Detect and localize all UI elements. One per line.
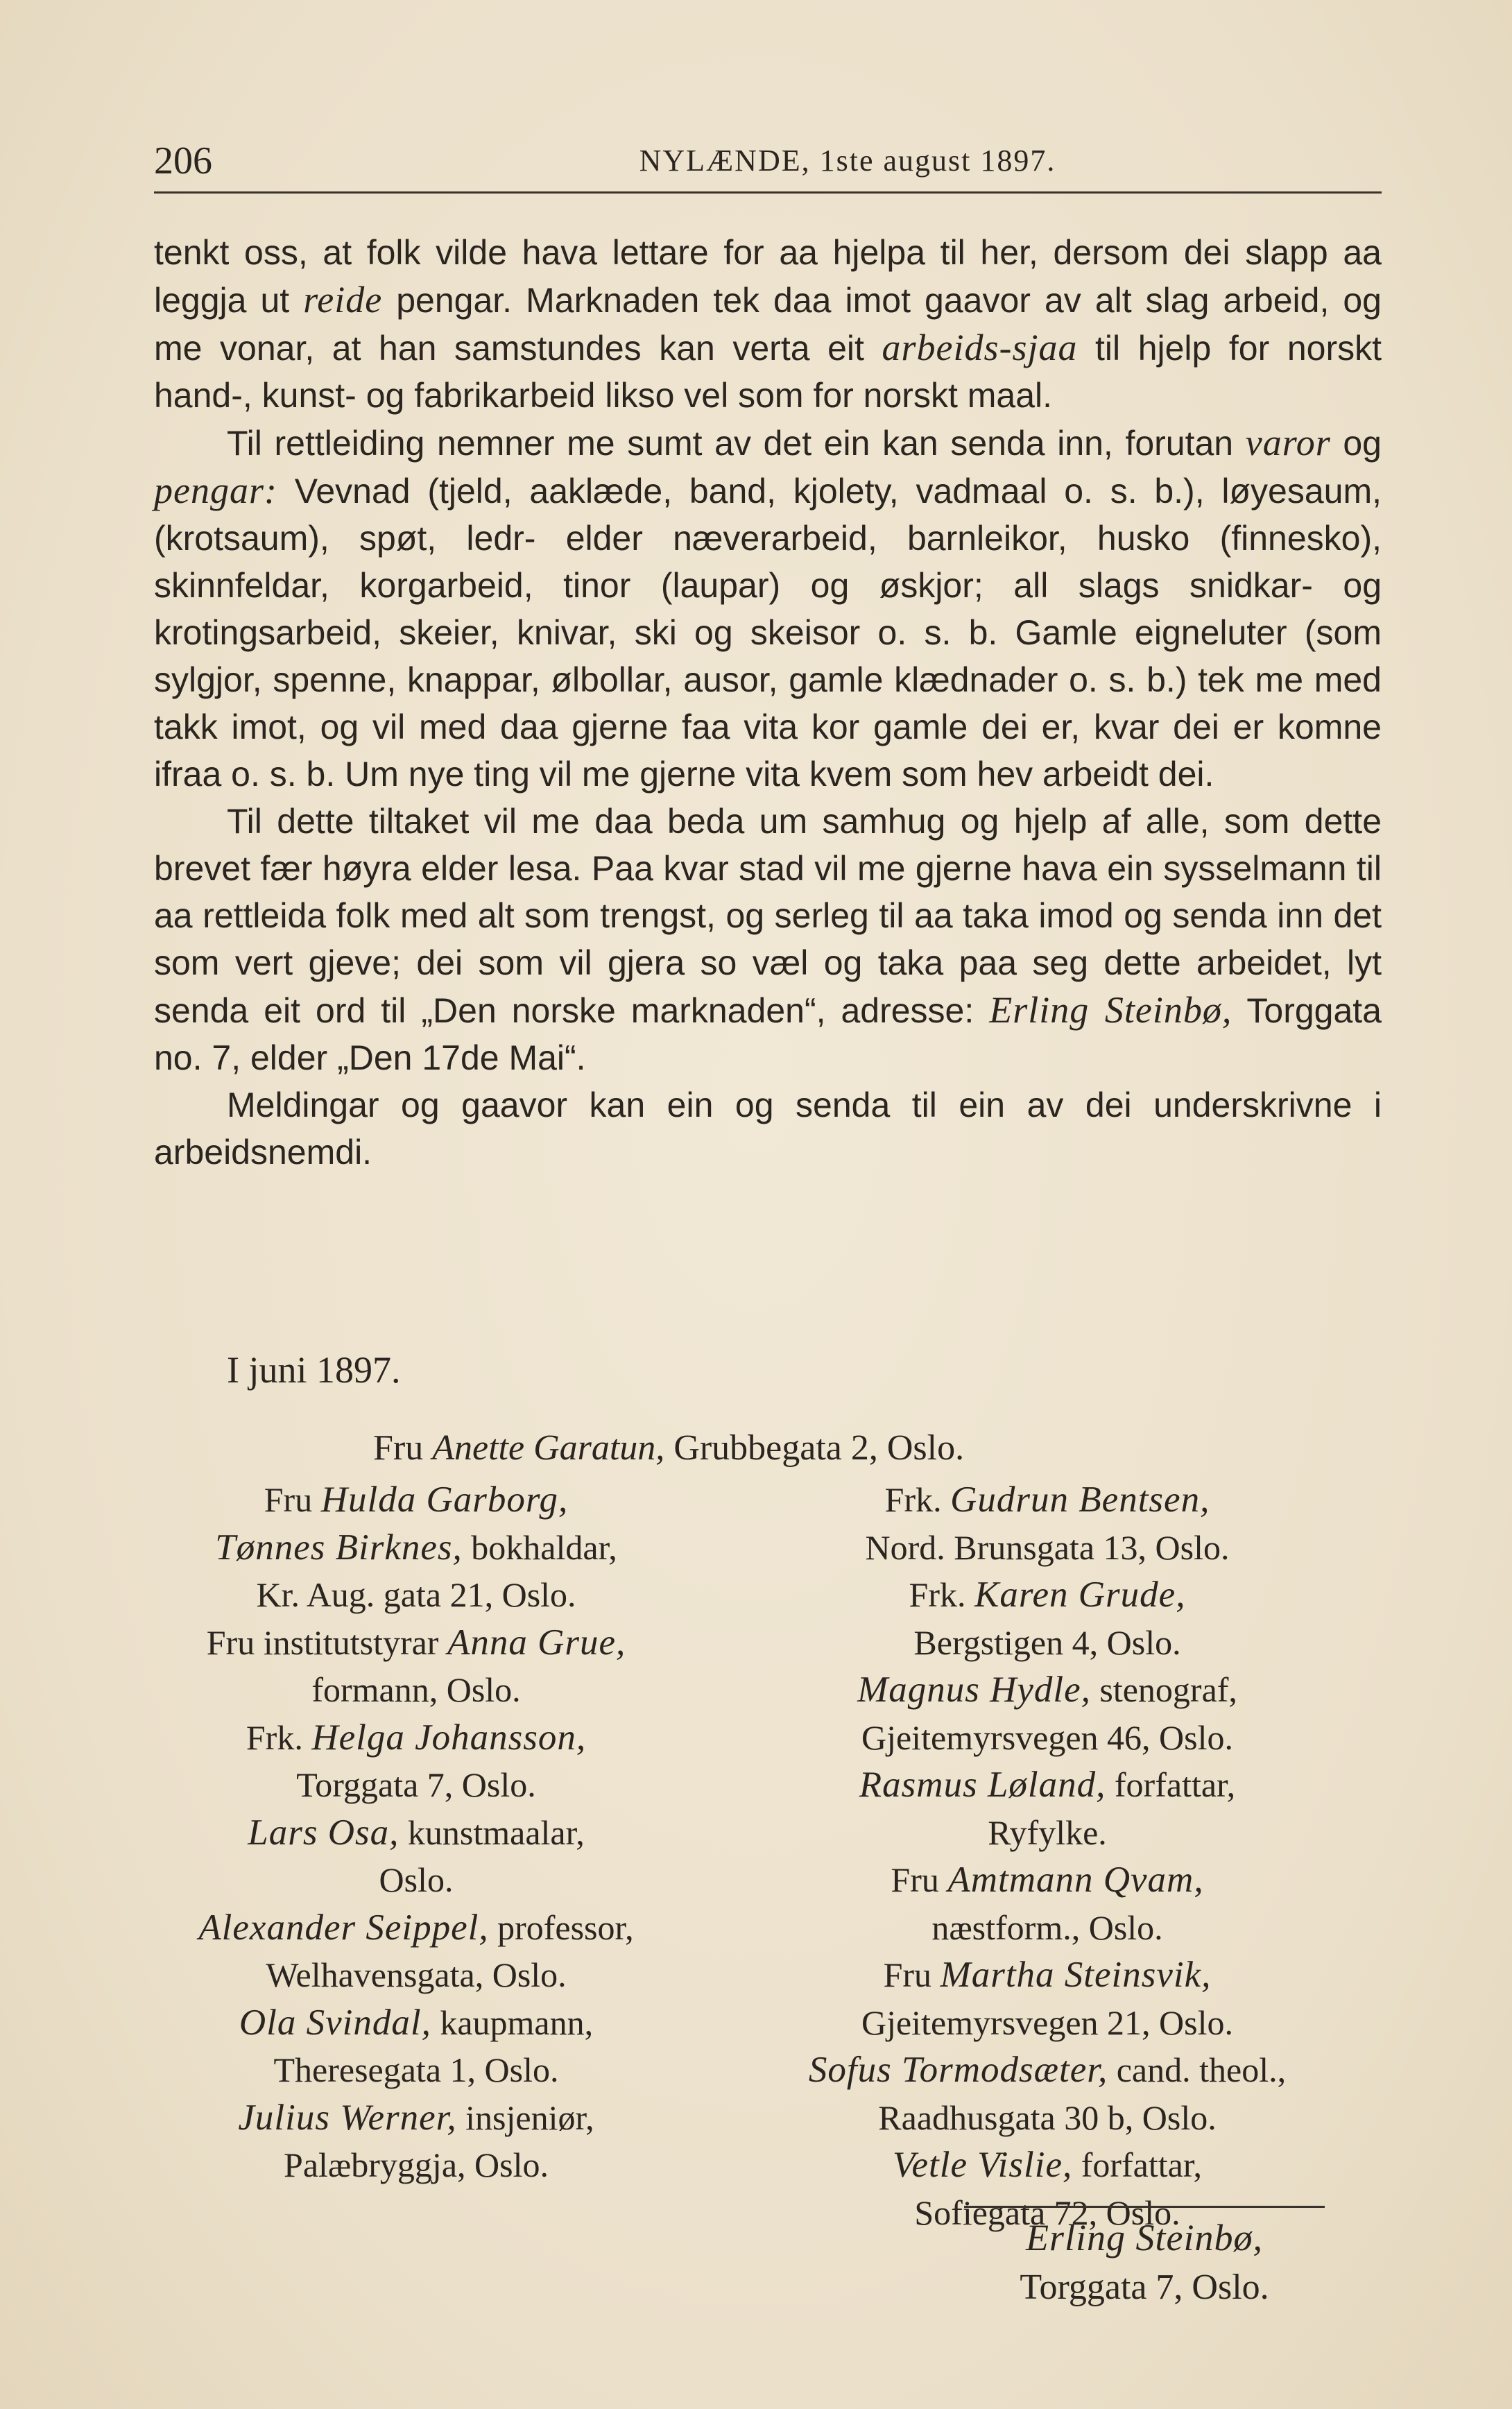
- signatory-title: Fru: [891, 1860, 948, 1899]
- text-run: og: [1330, 424, 1382, 463]
- signatory-entry: [118, 1904, 714, 1999]
- signatory-occupation: cand. theol.,: [1108, 2050, 1287, 2089]
- body-text: [154, 229, 1382, 1176]
- italic-run: arbeids-sjaa: [882, 327, 1078, 368]
- signatory-occupation: kunstmaalar,: [399, 1812, 585, 1852]
- signatory-name-line: [749, 1666, 1346, 1714]
- signatory-name: Rasmus Løland,: [859, 1765, 1106, 1805]
- signatory-address: formann, Oslo.: [311, 1670, 521, 1709]
- text-run: Vevnad (tjeld, aaklæde, band, kjolety, vadmaal o. s. b.), løyesaum, (krotsaum), spøt, ledr- elder næverarbeid, barnleikor, husko (finnesko), skinnfeldar, korgarbeid, tinor (laupar) og øskjor; all slags snidkar- og krotingsarbeid, skeier, knivar, ski og skeisor o. s. b. Gamle eigneluter (som sylgjor, spenne, knappar, ølbollar, ausor, gamle klædnader o. s. b.) tek me med takk imot, og vil med daa gjerne faa vita kor gamle dei er, kvar dei er komne ifraa o. s. b. Um nye ting vil me gjerne vita kvem som hev arbeidt dei.: [154, 472, 1382, 794]
- paragraph-4: [154, 1081, 1382, 1176]
- signatory-address: Gjeitemyrsvegen 46, Oslo.: [861, 1717, 1233, 1757]
- first-signatory-prefix: Fru: [373, 1428, 433, 1468]
- signatory-name-line: [749, 1761, 1346, 1809]
- date-line: I juni 1897.: [227, 1349, 401, 1391]
- italic-run: Erling Steinbø,: [989, 989, 1232, 1031]
- signatory-name: Hulda Garborg,: [320, 1480, 569, 1520]
- signatory-address: Oslo.: [379, 1860, 454, 1899]
- signatory-entry: [118, 1619, 714, 1714]
- paragraph-3: [154, 798, 1382, 1081]
- italic-run: varor: [1245, 422, 1331, 463]
- signatory-address: Ryfylke.: [988, 1812, 1107, 1852]
- signatory-name: Tønnes Birknes,: [215, 1527, 463, 1568]
- signatory-occupation: professor,: [488, 1908, 634, 1947]
- signatory-occupation: forfattar,: [1072, 2145, 1203, 2184]
- signatory-name-line: [118, 1524, 714, 1572]
- signatory-entry: [118, 1714, 714, 1809]
- signatory-address: Raadhusgata 30 b, Oslo.: [878, 2098, 1217, 2137]
- signatory-entry: [749, 1951, 1346, 2046]
- signatory-entry: [749, 1476, 1346, 1571]
- signatory-name-line: [749, 1571, 1346, 1619]
- signatory-address: Bergstigen 4, Oslo.: [913, 1622, 1181, 1662]
- signatory-entry: [749, 1571, 1346, 1666]
- signatory-occupation: insjeniør,: [456, 2098, 594, 2137]
- first-signatory-name: Anette Garatun,: [432, 1428, 665, 1468]
- signatory-address: Kr. Aug. gata 21, Oslo.: [256, 1575, 576, 1614]
- signatory-name-line: [749, 2046, 1346, 2094]
- text-run: tenkt oss, at folk vilde hava lettare for aa hjelpa til her, dersom dei slapp aa leggja ut: [154, 233, 1382, 320]
- signatory-name: Julius Werner,: [238, 2097, 457, 2138]
- page-header: [154, 139, 1382, 194]
- first-signatory-address: Grubbegata 2, Oslo.: [664, 1428, 965, 1468]
- signatory-name: Magnus Hydle,: [857, 1670, 1091, 1710]
- signatory-name: Alexander Seippel,: [198, 1907, 489, 1948]
- signatory-name-line: [749, 1951, 1346, 1999]
- signatory-entry: [118, 1476, 714, 1524]
- text-run: Torggata no. 7, elder „Den 17de Mai“.: [154, 991, 1382, 1077]
- signatory-name-line: [118, 1476, 714, 1524]
- signatory-entry: [118, 2094, 714, 2189]
- signatory-address: Nord. Brunsgata 13, Oslo.: [865, 1527, 1230, 1567]
- closing-address: Torggata 7, Oslo.: [1020, 2267, 1269, 2307]
- signatory-title: Fru: [883, 1955, 940, 1994]
- signatory-title: Fru institutstyrar: [206, 1622, 447, 1662]
- signatory-name: Helga Johansson,: [311, 1717, 587, 1758]
- text-run: Meldingar og gaavor kan ein og senda til ein av dei underskrivne i arbeidsnemdi.: [154, 1086, 1382, 1172]
- signatory-occupation: kaupmann,: [431, 2003, 594, 2042]
- text-run: til hjelp for norskt hand-, kunst- og fabrikarbeid likso vel som for norskt maal.: [154, 329, 1382, 415]
- signatory-address: Palæbryggja, Oslo.: [284, 2145, 549, 2184]
- signatory-occupation: stenograf,: [1090, 1670, 1237, 1709]
- signatory-address: Gjeitemyrsvegen 21, Oslo.: [861, 2003, 1233, 2042]
- closing-name: Erling Steinbø,: [1026, 2217, 1263, 2258]
- text-run: Til dette tiltaket vil me daa beda um samhug og hjelp af alle, som dette brevet fær høyra elder lesa. Paa kvar stad vil me gjerne hava ein sysselmann til aa rettleida folk med alt som trengst, og serleg til aa taka imod og senda inn det som vert gjeve; dei som vil gjera so væl og taka paa seg dette arbeidet, lyt senda eit ord til „Den norske marknaden“, adresse:: [154, 802, 1382, 1030]
- signatory-occupation: bokhaldar,: [462, 1527, 617, 1567]
- signatory-name: Martha Steinsvik,: [940, 1955, 1212, 1995]
- signatory-name-line: [749, 1476, 1346, 1524]
- signatory-name: Sofus Tormodsæter,: [808, 2050, 1108, 2090]
- signatory-entry: [118, 1809, 714, 1904]
- header-rule: [154, 191, 1382, 194]
- signatory-title: Frk.: [246, 1717, 312, 1757]
- signatory-name: Gudrun Bentsen,: [950, 1480, 1210, 1520]
- signatory-entry: [749, 1666, 1346, 1761]
- running-title: NYLÆNDE, 1ste august 1897.: [639, 144, 1056, 178]
- text-run: Til rettleiding nemner me sumt av det ein kan senda inn, forutan: [227, 424, 1246, 463]
- paragraph-1: [154, 229, 1382, 419]
- signatories-left-column: [118, 1476, 714, 2189]
- first-signatory: [373, 1428, 1205, 1468]
- page-number: 206: [154, 139, 212, 182]
- signatory-name: Amtmann Qvam,: [947, 1860, 1204, 1900]
- signatory-entry: [118, 1999, 714, 2094]
- signatory-name-line: [118, 1904, 714, 1952]
- italic-run: pengar:: [154, 470, 277, 511]
- signatory-address: næstform., Oslo.: [931, 1908, 1163, 1947]
- signatory-address: Welhavensgata, Oslo.: [266, 1955, 567, 1994]
- signatory-name-line: [118, 1809, 714, 1857]
- signatory-name-line: [118, 1619, 714, 1667]
- signatory-title: Frk.: [884, 1480, 951, 1519]
- signatory-address: Sofiegata 72, Oslo.: [914, 2193, 1180, 2232]
- signatory-name: Lars Osa,: [248, 1812, 400, 1853]
- signatory-address: Theresegata 1, Oslo.: [273, 2050, 559, 2089]
- signatory-address: Torggata 7, Oslo.: [296, 1765, 536, 1804]
- signatory-name: Vetle Vislie,: [892, 2145, 1073, 2185]
- italic-run: reide: [303, 279, 383, 320]
- signatory-name: Karen Grude,: [974, 1575, 1186, 1615]
- signatory-name: Anna Grue,: [447, 1622, 626, 1663]
- closing-signature: [902, 2206, 1387, 2312]
- signatory-entry: [749, 1761, 1346, 1856]
- signatory-entry: [749, 2046, 1346, 2141]
- signatory-name-line: [118, 1999, 714, 2047]
- signatory-name-line: [749, 1856, 1346, 1904]
- signatory-name-line: [749, 2141, 1346, 2189]
- text-run: pengar. Marknaden tek daa imot gaavor av alt slag arbeid, og me vonar, at han samstundes kan verta eit: [154, 281, 1382, 368]
- signatory-entry: [118, 1524, 714, 1619]
- paragraph-2: [154, 419, 1382, 798]
- signatory-name-line: [118, 2094, 714, 2142]
- signatories-right-column: [749, 1476, 1346, 2236]
- closing-rule: [964, 2206, 1325, 2208]
- signatory-title: Fru: [264, 1480, 321, 1519]
- signatory-occupation: forfattar,: [1106, 1765, 1236, 1804]
- signatory-name: Ola Svindal,: [239, 2002, 431, 2043]
- signatory-entry: [749, 1856, 1346, 1951]
- signatory-title: Frk.: [909, 1575, 974, 1614]
- signatory-name-line: [118, 1714, 714, 1762]
